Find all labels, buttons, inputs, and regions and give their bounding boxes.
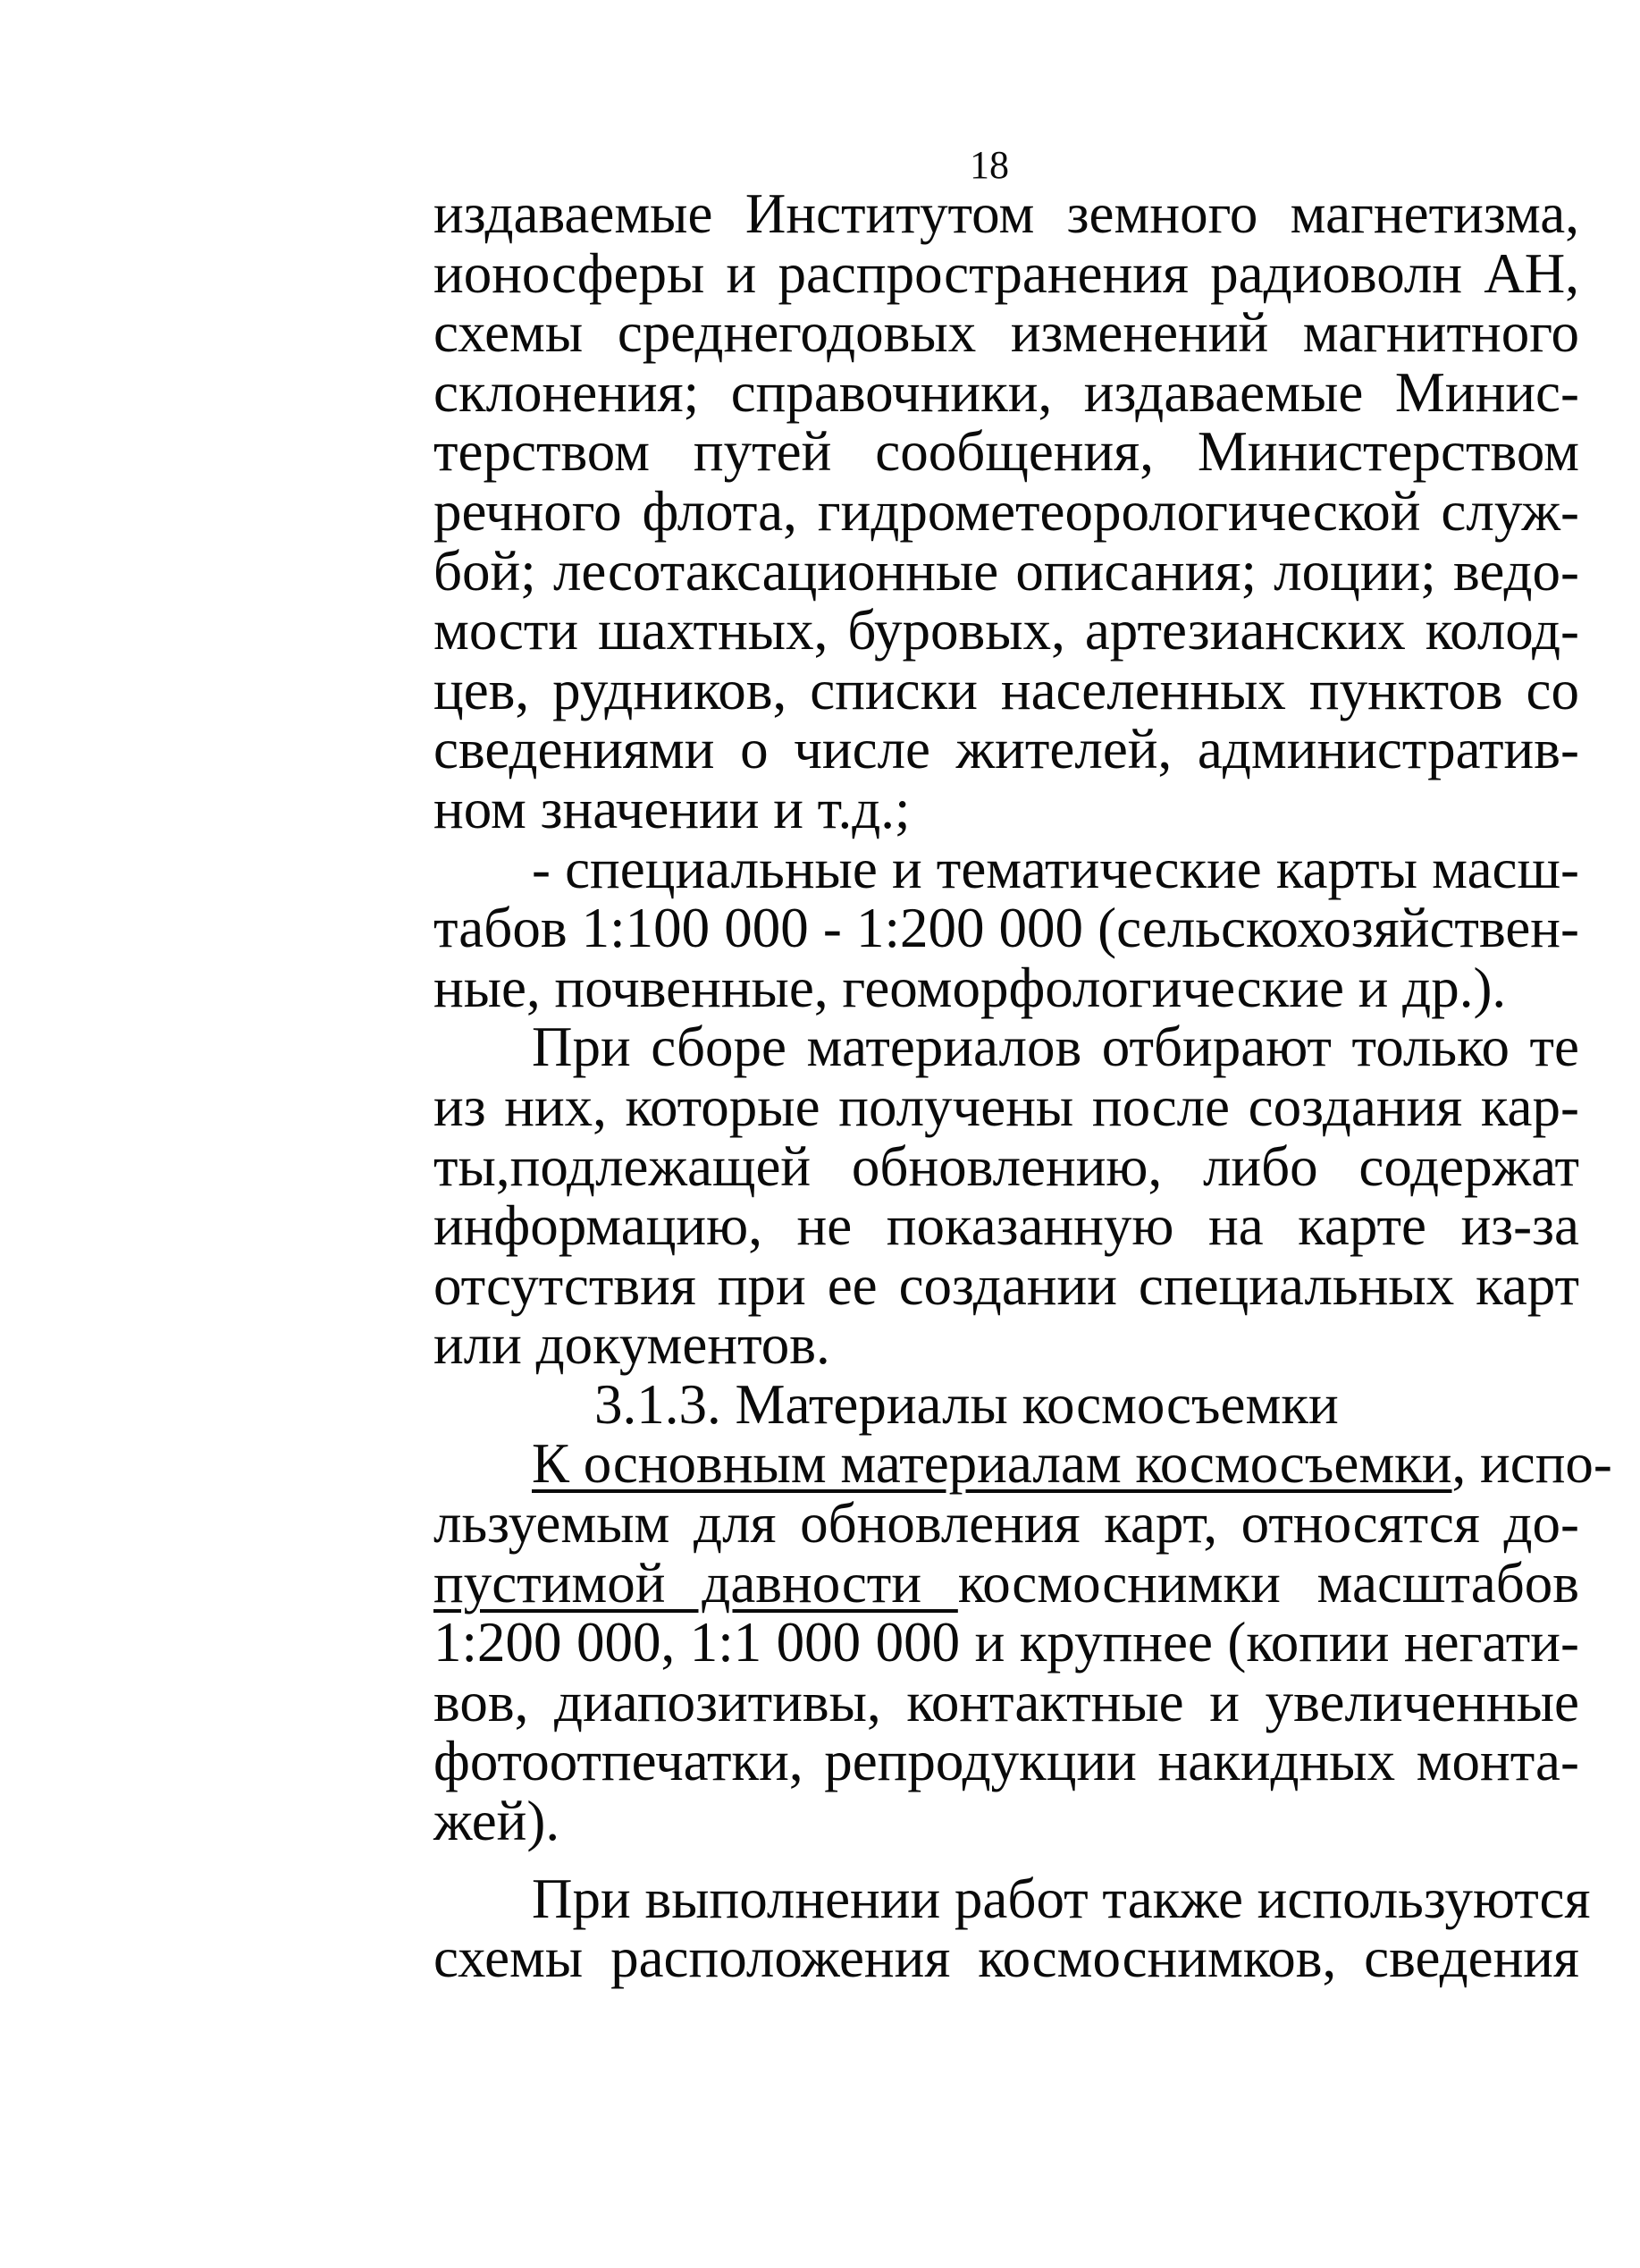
- text-line: табов 1:100 000 - 1:200 000 (сельскохозяйствен-: [433, 897, 1579, 960]
- text-run: , испо-: [1451, 1432, 1612, 1496]
- text-line: информацию, не показанную на карте из-за: [433, 1194, 1579, 1258]
- text-line: ты,подлежащей обновлению, либо содержат: [433, 1134, 1579, 1198]
- text-line: 1:200 000, 1:1 000 000 и крупнее (копии негати-: [433, 1611, 1579, 1674]
- text-line: или документов.: [433, 1313, 830, 1377]
- text-line: речного флота, гидрометеорологической служ-: [433, 479, 1579, 543]
- text-line: [433, 1551, 1579, 1615]
- text-line: - специальные и тематические карты масш-: [532, 837, 1579, 900]
- section-heading: 3.1.3. Материалы космосъемки: [594, 1372, 1339, 1436]
- text-line: издаваемые Институтом земного магнетизма,: [433, 182, 1579, 245]
- text-line: мости шахтных, буровых, артезианских колод-: [433, 599, 1579, 662]
- underlined-term: пустимой давности: [433, 1551, 958, 1615]
- text-line: жей).: [433, 1790, 560, 1853]
- text-line: бой; лесотаксационные описания; лоции; ведо-: [433, 539, 1579, 603]
- text-line: льзуемым для обновления карт, относятся до-: [433, 1492, 1579, 1556]
- underlined-term: К основным материалам космосъемки: [532, 1432, 1452, 1496]
- text-line: [433, 1432, 1612, 1496]
- body-text: [433, 182, 1612, 1990]
- text-line: вов, диапозитивы, контактные и увеличенные: [433, 1670, 1579, 1733]
- text-line: сведениями о числе жителей, административ-: [433, 718, 1579, 781]
- text-line: При выполнении работ также используются: [532, 1867, 1591, 1930]
- text-line: ные, почвенные, геоморфологические и др.).: [433, 956, 1507, 1019]
- text-line: ионосферы и распространения радиоволн АН,: [433, 241, 1579, 305]
- text-run: космоснимки масштабов: [957, 1551, 1579, 1615]
- text-line: При сборе материалов отбирают только те: [532, 1016, 1579, 1079]
- text-line: терством путей сообщения, Министерством: [433, 420, 1579, 484]
- text-line: отсутствия при ее создании специальных карт: [433, 1253, 1579, 1317]
- text-line: схемы расположения космоснимков, сведения: [433, 1927, 1579, 1990]
- page-number: 18: [970, 143, 1009, 187]
- text-line: цев, рудников, списки населенных пунктов со: [433, 658, 1579, 721]
- text-line: из них, которые получены после создания кар-: [433, 1075, 1579, 1138]
- text-line: склонения; справочники, издаваемые Минис-: [433, 360, 1579, 424]
- text-line: ном значении и т.д.;: [433, 777, 911, 840]
- text-line: схемы среднегодовых изменений магнитного: [433, 301, 1579, 365]
- text-line: фотоотпечатки, репродукции накидных монта-: [433, 1730, 1579, 1793]
